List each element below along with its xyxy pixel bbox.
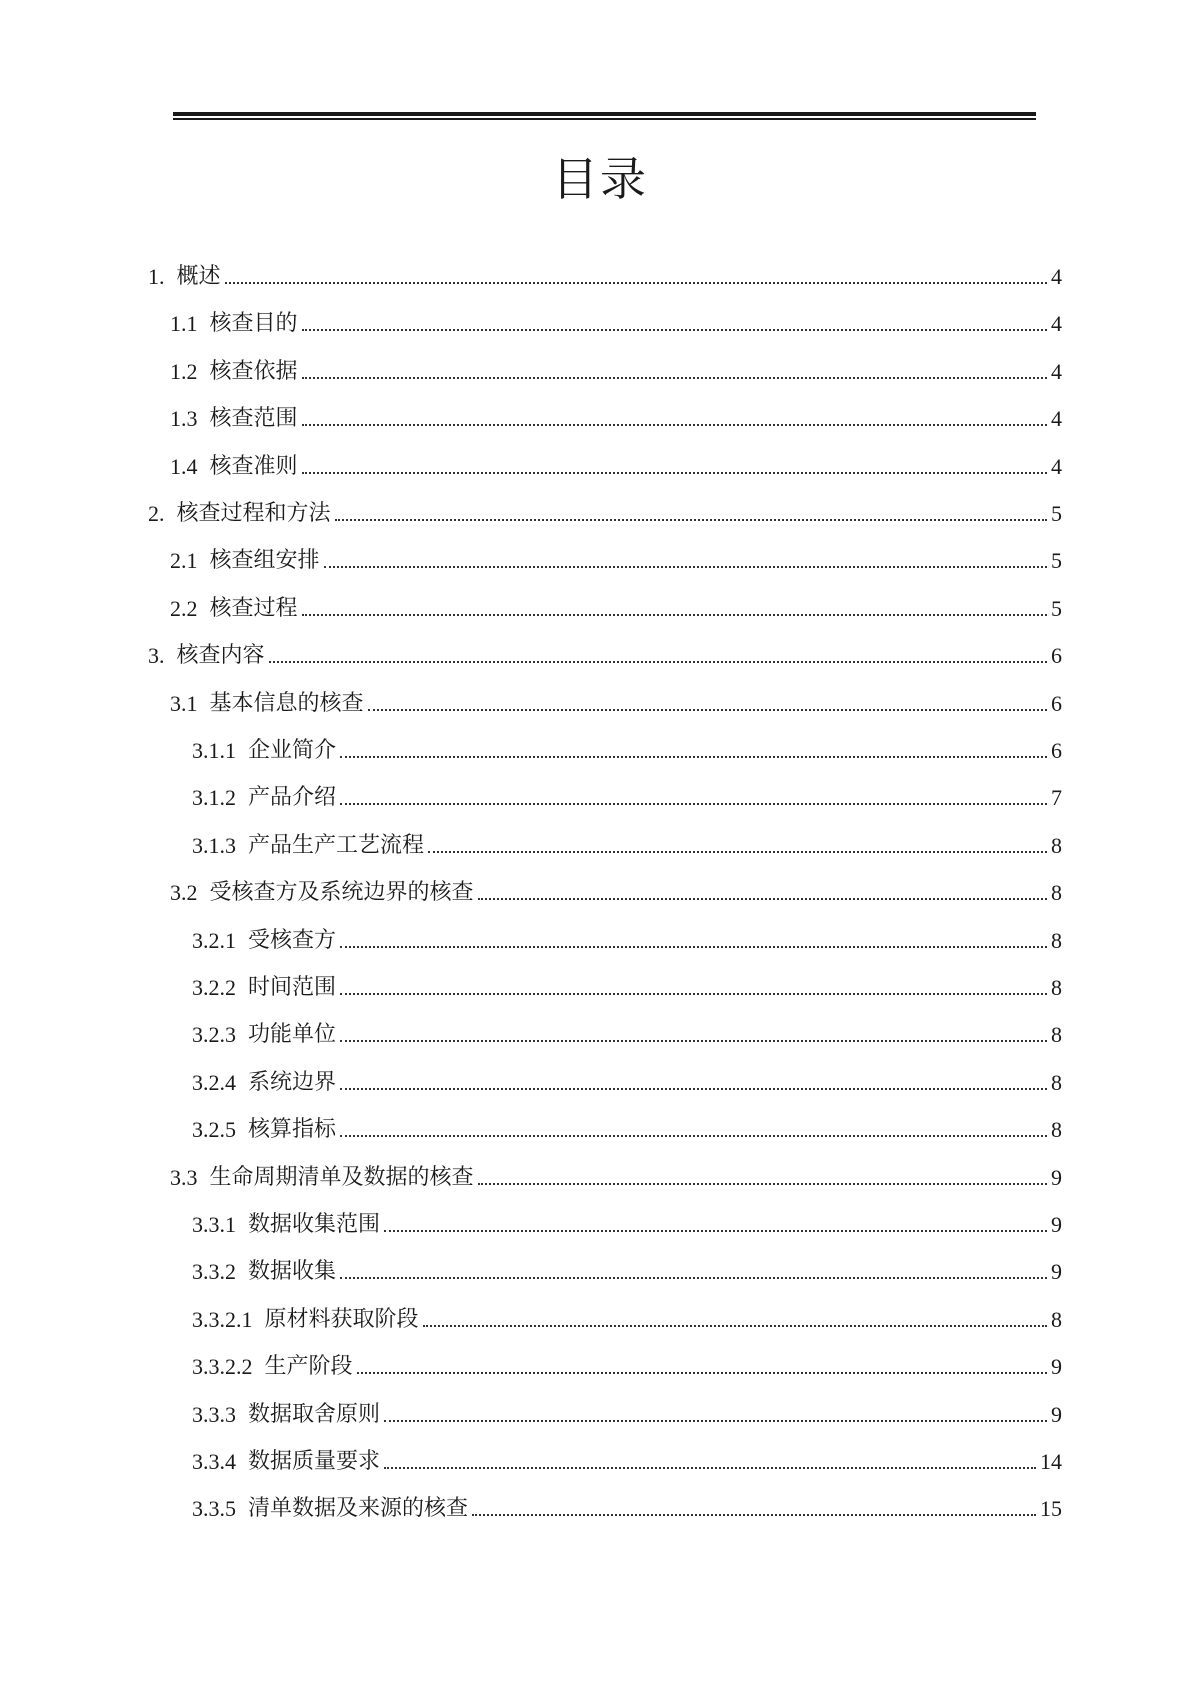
toc-dot-leader — [340, 756, 1047, 758]
toc-entry-title: 受核查方及系统边界的核查 — [209, 880, 474, 906]
toc-entry-page: 4 — [1051, 264, 1062, 289]
toc-dot-leader — [384, 1420, 1047, 1422]
toc-dot-leader — [302, 329, 1047, 331]
toc-entry-page: 9 — [1051, 1164, 1062, 1190]
toc-dot-leader — [302, 424, 1047, 426]
toc-dot-leader — [340, 1040, 1047, 1042]
toc-entry-title: 核算指标 — [248, 1117, 337, 1143]
toc-dot-leader — [368, 709, 1047, 711]
toc-entry-page: 15 — [1040, 1496, 1062, 1522]
toc-entry-title: 系统边界 — [248, 1069, 337, 1095]
toc-entry-number: 3.3.4 — [192, 1449, 236, 1474]
toc-entry-number: 3.3.2 — [192, 1259, 236, 1285]
toc-entry[interactable] — [170, 1163, 1062, 1193]
toc-entry[interactable] — [192, 1447, 1062, 1477]
toc-entry-number: 3.3.5 — [192, 1496, 236, 1522]
toc-entry-number: 2.2 — [170, 595, 198, 621]
toc-entry[interactable] — [192, 926, 1062, 956]
toc-entry-title: 企业简介 — [248, 738, 337, 763]
toc-entry[interactable] — [148, 499, 1062, 529]
toc-entry-page: 8 — [1051, 1022, 1062, 1048]
toc-entry-page: 8 — [1051, 832, 1062, 858]
toc-entry-page: 5 — [1051, 595, 1062, 621]
toc-entry-number: 2. — [148, 501, 165, 526]
toc-entry-page: 8 — [1051, 1306, 1062, 1332]
toc-dot-leader — [335, 519, 1047, 521]
toc-entry-title: 数据取舍原则 — [248, 1401, 381, 1427]
toc-entry[interactable] — [192, 1068, 1062, 1098]
toc-entry-title: 核查目的 — [209, 311, 298, 337]
toc-entry[interactable] — [192, 783, 1062, 813]
toc-entry[interactable] — [170, 878, 1062, 908]
toc-entry[interactable] — [192, 1400, 1062, 1430]
toc-entry-title: 生命周期清单及数据的核查 — [209, 1164, 474, 1190]
toc-entry-number: 1.4 — [170, 453, 198, 479]
toc-entry-page: 6 — [1051, 690, 1062, 716]
toc-entry[interactable] — [170, 452, 1062, 482]
toc-entry-page: 6 — [1051, 643, 1062, 669]
toc-entry-title: 时间范围 — [248, 975, 337, 1000]
toc-entry[interactable] — [148, 641, 1062, 671]
toc-entry-page: 4 — [1051, 453, 1062, 479]
toc-dot-leader — [324, 566, 1047, 568]
toc-entry-number: 1.2 — [170, 358, 198, 384]
toc-entry-number: 3.3.1 — [192, 1212, 236, 1237]
toc-entry-number: 3.3.2.2 — [192, 1354, 253, 1380]
toc-entry-title: 基本信息的核查 — [209, 690, 364, 716]
toc-entry-page: 8 — [1051, 1117, 1062, 1143]
toc-entry-page: 6 — [1051, 738, 1062, 763]
toc-entry-number: 3.1.3 — [192, 832, 236, 858]
toc-entry-number: 3.1.2 — [192, 785, 236, 811]
toc-entry[interactable] — [192, 973, 1062, 1003]
toc-entry-number: 3.2.5 — [192, 1117, 236, 1143]
toc-entry[interactable] — [192, 1020, 1062, 1050]
toc-entry-page: 14 — [1040, 1449, 1062, 1474]
toc-entry-number: 3.2.3 — [192, 1022, 236, 1048]
toc-dot-leader — [302, 472, 1047, 474]
toc-entry-title: 功能单位 — [248, 1022, 337, 1048]
toc-entry-number: 3. — [148, 643, 165, 669]
toc-entry-page: 9 — [1051, 1259, 1062, 1285]
toc-entry-number: 1. — [148, 264, 165, 289]
toc-entry-number: 3.3.3 — [192, 1401, 236, 1427]
toc-dot-leader — [340, 1277, 1047, 1279]
toc-entry[interactable] — [170, 546, 1062, 576]
toc-entry-title: 清单数据及来源的核查 — [248, 1496, 469, 1522]
toc-entry-page: 8 — [1051, 1069, 1062, 1095]
toc-dot-leader — [384, 1467, 1036, 1469]
toc-entry-title: 受核查方 — [248, 927, 337, 953]
toc-entry-page: 9 — [1051, 1401, 1062, 1427]
toc-entry-page: 4 — [1051, 311, 1062, 337]
toc-entry-title: 核查依据 — [209, 358, 298, 384]
toc-entry-page: 5 — [1051, 548, 1062, 574]
toc-dot-leader — [357, 1372, 1047, 1374]
toc-dot-leader — [384, 1230, 1047, 1232]
toc-entry-number: 1.1 — [170, 311, 198, 337]
toc-entry[interactable] — [148, 262, 1062, 292]
toc-entry-number: 2.1 — [170, 548, 198, 574]
toc-dot-leader — [340, 1135, 1047, 1137]
toc-dot-leader — [340, 1088, 1047, 1090]
toc-entry-title: 核查内容 — [176, 643, 265, 669]
top-rule-thick — [173, 112, 1036, 116]
toc-entry-title: 数据质量要求 — [248, 1449, 381, 1474]
toc-entry-number: 3.3.2.1 — [192, 1306, 253, 1332]
toc-entry[interactable] — [192, 1257, 1062, 1287]
toc-entry-title: 核查准则 — [209, 453, 298, 479]
toc-dot-leader — [225, 282, 1047, 284]
top-rule-thin — [173, 118, 1036, 120]
toc-entry-number: 3.2.4 — [192, 1069, 236, 1095]
toc-dot-leader — [478, 898, 1047, 900]
toc-entry[interactable] — [170, 689, 1062, 719]
toc-entry[interactable] — [192, 736, 1062, 766]
toc-entry-title: 数据收集 — [248, 1259, 337, 1285]
toc-entry-number: 3.2 — [170, 880, 198, 906]
toc-entry-title: 生产阶段 — [264, 1354, 353, 1380]
toc-entry-title: 核查范围 — [209, 406, 298, 432]
toc-entry-title: 产品介绍 — [248, 785, 337, 811]
toc-dot-leader — [302, 614, 1047, 616]
toc-entry-title: 概述 — [176, 264, 221, 289]
toc-entry-number: 3.2.2 — [192, 975, 236, 1000]
toc-entry[interactable] — [170, 404, 1062, 434]
toc-entry-page: 5 — [1051, 501, 1062, 526]
toc-entry[interactable] — [192, 1494, 1062, 1524]
toc-entry[interactable] — [170, 357, 1062, 387]
toc-entry-page: 7 — [1051, 785, 1062, 811]
toc-entry-title: 产品生产工艺流程 — [248, 832, 425, 858]
toc-entry-page: 8 — [1051, 975, 1062, 1000]
toc-entry-page: 9 — [1051, 1354, 1062, 1380]
toc-entry-number: 3.1 — [170, 690, 198, 716]
toc-dot-leader — [340, 946, 1047, 948]
page-title: 目录 — [552, 152, 648, 206]
toc-entry-title: 原材料获取阶段 — [264, 1306, 419, 1332]
toc-dot-leader — [423, 1325, 1047, 1327]
toc-entry-number: 3.2.1 — [192, 927, 236, 953]
toc-entry[interactable] — [192, 1115, 1062, 1145]
toc-entry-page: 4 — [1051, 406, 1062, 432]
toc-dot-leader — [478, 1183, 1047, 1185]
toc-entry-title: 核查过程和方法 — [176, 501, 331, 526]
toc-entry-page: 8 — [1051, 927, 1062, 953]
toc-entry-page: 8 — [1051, 880, 1062, 906]
toc-dot-leader — [302, 377, 1047, 379]
toc-entry[interactable] — [192, 831, 1062, 861]
toc-entry-title: 核查组安排 — [209, 548, 320, 574]
toc-entry[interactable] — [192, 1305, 1062, 1335]
toc-entry[interactable] — [192, 1352, 1062, 1382]
toc-entry-title: 核查过程 — [209, 595, 298, 621]
toc-entry-title: 数据收集范围 — [248, 1212, 381, 1237]
toc-entry-page: 4 — [1051, 358, 1062, 384]
toc-entry-page: 9 — [1051, 1212, 1062, 1237]
toc-dot-leader — [340, 803, 1047, 805]
toc-entry-number: 1.3 — [170, 406, 198, 432]
toc-entry[interactable] — [192, 1210, 1062, 1240]
toc-entry-number: 3.1.1 — [192, 738, 236, 763]
toc-dot-leader — [340, 993, 1047, 995]
toc-entry-number: 3.3 — [170, 1164, 198, 1190]
toc-entry[interactable] — [170, 309, 1062, 339]
toc-entry[interactable] — [170, 594, 1062, 624]
toc-dot-leader — [472, 1514, 1036, 1516]
toc-dot-leader — [269, 661, 1047, 663]
toc-dot-leader — [428, 851, 1047, 853]
